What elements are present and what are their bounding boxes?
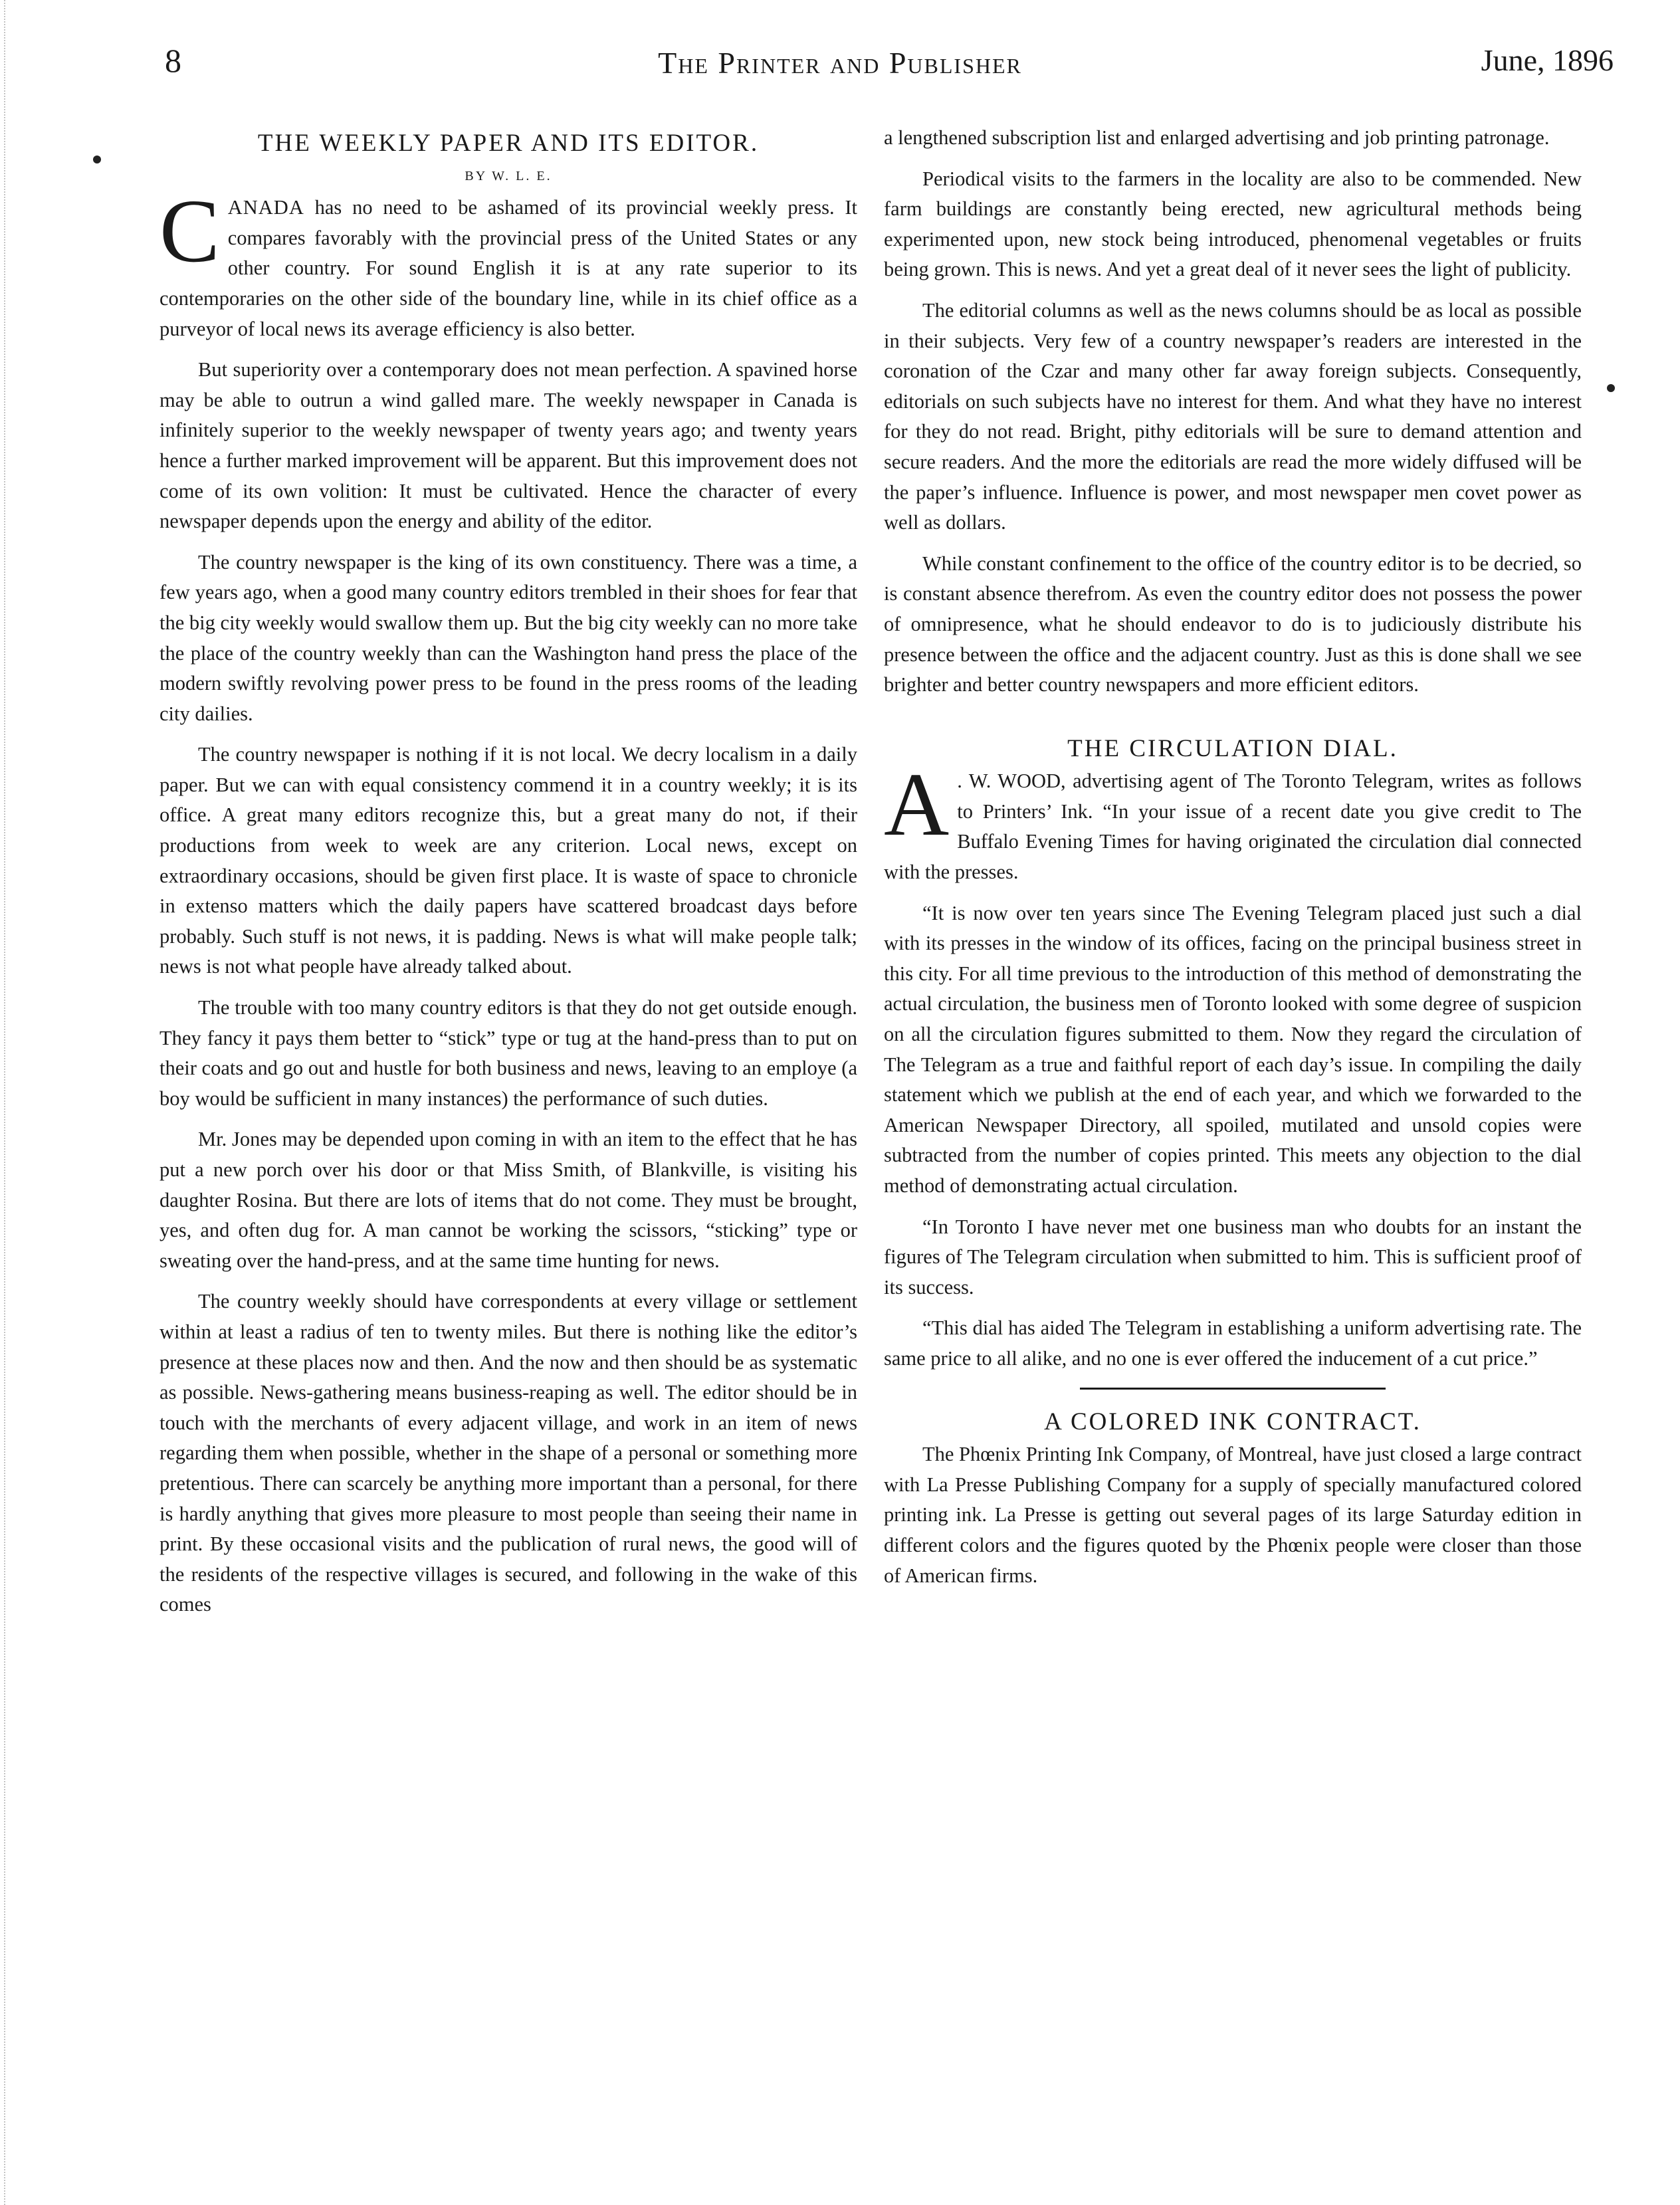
running-title: The Printer and Publisher <box>658 46 1022 80</box>
ink-speck <box>1607 384 1615 392</box>
lead-text: has no need to be ashamed of its provincial weekly press. It compares favorably with the provincial press of the United States or any other country. For sound English it is at any rate superior to its contemporaries on the other side of the boundary line, while in its chief office as a purveyor of local news its average efficiency is also better. <box>159 196 857 340</box>
paragraph: Mr. Jones may be depended upon coming in with an item to the effect that he has put a new porch over his door or that Miss Smith, of Blankville, is visiting his daughter Rosina. But there are lots of items that do not come. They must be brought, yes, and often dug for. A man cannot be working the scissors, “sticking” type or sweating over the hand-press, and at the same time hunting for news. <box>159 1128 857 1272</box>
lead-word: ANADA <box>227 196 304 219</box>
issue-date: June, 1896 <box>1481 43 1614 77</box>
lead-text: . W. WOOD, advertising agent of The Toronto Telegram, writes as follows to Printers’ Ink. “In your issue of a recent date you give credit to The Buffalo Evening Times for having originated the circulation dial connected with the presses. <box>884 770 1582 884</box>
left-column <box>159 123 857 1631</box>
page-margin-scan-line <box>4 0 7 2205</box>
paragraph: While constant confinement to the office of the country editor is to be decried, so is constant absence therefrom. As even the country editor does not possess the power of omnipresence, what he should endeavor to do is to judiciously distribute his presence between the office and the adjacent country. Just as this is done shall we see brighter and better country newspapers and more efficient editors. <box>884 552 1582 696</box>
paragraph: The country newspaper is nothing if it is not local. We decry localism in a daily paper. But we can with equal consistency commend it in a country weekly; it is its office. A great many editors recognize this, but a great many do not, if their productions from week to week are any criterion. Local news, except on extraordinary occasions, should be given first place. It is waste of space to chronicle in extenso matters which the daily papers have scattered broadcast days before probably. Such stuff is not news, it is padding. News is what will make people talk; news is not what people have already talked about. <box>159 743 857 978</box>
paragraph: “In Toronto I have never met one business man who doubts for an instant the figures of The Telegram circulation when submitted to him. This is sufficient proof of its success. <box>884 1215 1582 1299</box>
paragraph: But superiority over a contemporary does not mean perfection. A spavined horse may be able to outrun a wind galled mare. The weekly newspaper in Canada is infinitely superior to the weekly newspaper of twenty years ago; and twenty years hence a further marked improvement will be apparent. But this improvement does not come of its own volition: It must be cultivated. Hence the character of every newspaper depends upon the energy and ability of the editor. <box>159 358 857 533</box>
section-divider <box>1080 1388 1386 1390</box>
lead-paragraph <box>884 755 1582 887</box>
lead-paragraph <box>159 181 857 344</box>
paragraph: The country weekly should have correspondents at every village or settlement within at least a radius of ten to twenty miles. But there is nothing like the editor’s presence at these places now and then. And the now and then should be as systematic as possible. News-gathering means business-reaping as well. The editor should be in touch with the merchants of every adjacent village, and work in an item of news regarding them when possible, whether in the shape of a personal or something more pretentious. There can scarcely be anything more important than a personal, for there is hardly anything that gives more pleasure to most people than seeing their name in print. By these occasional visits and the publication of rural news, the good will of the residents of the respective villages is secured, and following in the wake of this comes <box>159 1290 857 1616</box>
continued-paragraph: a lengthened subscription list and enlarged advertising and job printing patronage. <box>884 126 1550 149</box>
right-column <box>884 123 1582 1602</box>
paragraph: “This dial has aided The Telegram in establishing a uniform advertising rate. The same price to all alike, and no one is ever offered the inducement of a cut price.” <box>884 1316 1582 1370</box>
article-title-weekly-paper: THE WEEKLY PAPER AND ITS EDITOR. <box>257 130 760 157</box>
paragraph: “It is now over ten years since The Evening Telegram placed just such a dial with its presses in the window of its offices, facing on the principal business street in this city. For all time previous to the introduction of this method of demonstrating the actual circulation, the business men of Toronto looked with some degree of suspicion on all the circulation figures submitted to them. Now they regard the circulation of The Telegram as a true and faithful report of each day’s issue. In compiling the daily statement which we publish at the end of each year, and which we forwarded to the American Newspaper Directory, all spoiled, mutilated and unsold copies were subtracted from the number of copies printed. This meets any objection to the dial method of demonstrating actual circulation. <box>884 901 1582 1197</box>
page-number: 8 <box>165 42 181 79</box>
page-header <box>0 41 1680 94</box>
drop-cap: A <box>884 755 950 855</box>
byline: BY W. L. E. <box>465 168 552 183</box>
article-title-circulation-dial: THE CIRCULATION DIAL. <box>1067 734 1398 762</box>
ink-speck <box>93 156 101 163</box>
drop-cap: C <box>159 181 220 282</box>
paragraph: Periodical visits to the farmers in the locality are also to be commended. New farm buildings are constantly being erected, new agricultural methods being experimented upon, new stock being introduced, phenomenal vegetables or fruits being grown. This is news. And yet a great deal of it never sees the light of publicity. <box>884 167 1582 281</box>
paragraph: The Phœnix Printing Ink Company, of Montreal, have just closed a large contract with La Presse Publishing Company for a supply of specially manufactured colored printing ink. La Presse is getting out several pages of its large Saturday edition in different colors and the figures quoted by the Phœnix people were closer than those of American firms. <box>884 1443 1582 1587</box>
paragraph: The country newspaper is the king of its own constituency. There was a time, a few years ago, when a good many country editors trembled in their shoes for fear that the big city weekly would swallow them up. But the big city weekly can no more take the place of the country weekly than can the Washington hand press the place of the modern swiftly revolving power press to be found in the press rooms of the leading city dailies. <box>159 550 857 725</box>
paragraph: The editorial columns as well as the news columns should be as local as possible in their subjects. Very few of a country newspaper’s readers are interested in the coronation of the Czar and many other far away foreign subjects. Consequently, editorials on such subjects have no interest for them. And what they have no interest for they do not read. Bright, pithy editorials will be sure to demand attention and secure readers. And the more the editorials are read the more widely diffused will be the paper’s influence. Influence is power, and most newspaper men covet power as well as dollars. <box>884 298 1582 534</box>
paragraph: The trouble with too many country editors is that they do not get outside enough. They fancy it pays them better to “stick” type or tug at the hand-press than to put on their coats and go out and hustle for both business and news, leaving to an employe (a boy would be sufficient in many instances) the performance of such duties. <box>159 996 857 1110</box>
article-title-colored-ink: A COLORED INK CONTRACT. <box>1044 1408 1421 1435</box>
